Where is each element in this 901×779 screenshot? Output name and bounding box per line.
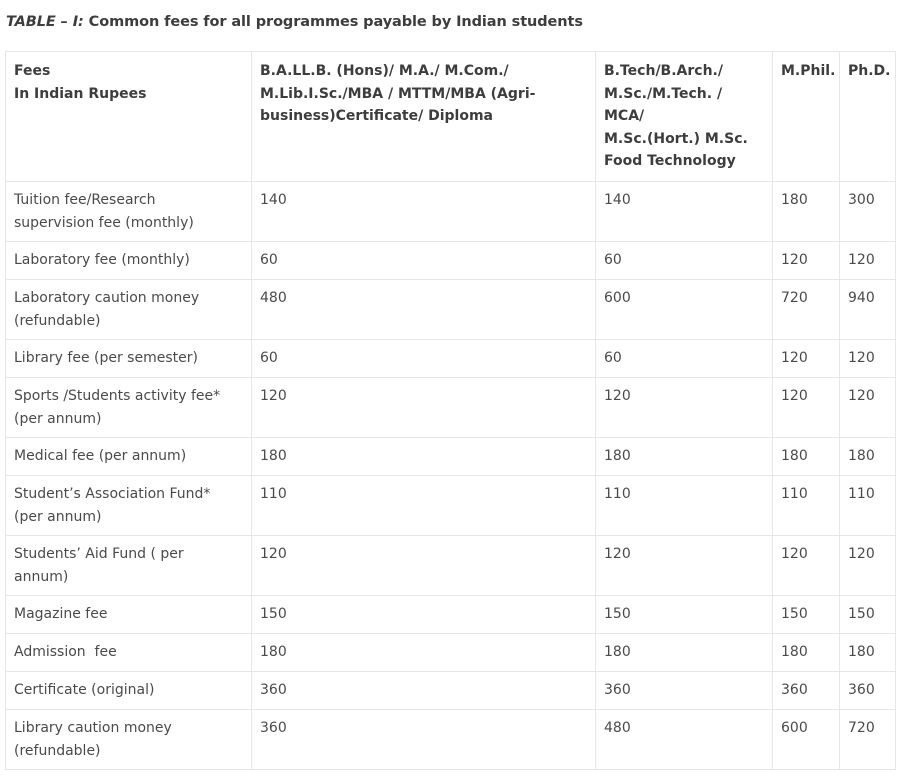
table-row (6, 536, 896, 596)
fee-name-line: (refundable) (14, 742, 101, 759)
fee-value-cell: 60 (596, 242, 773, 280)
fee-name-cell (6, 476, 252, 536)
header-btech-group (596, 52, 773, 182)
header-fees (6, 52, 252, 182)
fee-name-cell: Magazine fee (6, 596, 252, 634)
header-btech-line: M.Sc.(Hort.) M.Sc. (604, 130, 748, 147)
fee-name-cell (6, 710, 252, 770)
header-btech-line: M.Sc./M.Tech. / (604, 85, 723, 102)
table-row (6, 438, 896, 476)
fee-name-line: Tuition fee/Research (14, 192, 156, 208)
header-ba-llb-line: M.Lib.I.Sc./MBA / MTTM/MBA (Agri- (260, 85, 536, 102)
fee-value-cell: 60 (252, 242, 596, 280)
header-fees-line: In Indian Rupees (14, 85, 147, 102)
fee-value-cell: 120 (773, 242, 840, 280)
header-btech-line: MCA/ (604, 108, 645, 124)
fee-name-line: Sports /Students activity fee* (14, 388, 221, 404)
fee-value-cell: 120 (773, 378, 840, 438)
fee-value-cell: 140 (596, 182, 773, 242)
fee-name-line: Students’ Aid Fund ( per (14, 546, 184, 562)
fee-value-cell: 360 (252, 710, 596, 770)
fee-value-cell: 480 (252, 280, 596, 340)
fee-value-cell: 120 (596, 536, 773, 596)
fee-value-cell: 110 (252, 476, 596, 536)
fee-value-cell: 180 (840, 438, 896, 476)
table-caption-text: Common fees for all programmes payable by Indian students (83, 14, 583, 30)
fee-name-line: annum) (14, 568, 69, 585)
fee-value-cell: 180 (596, 634, 773, 672)
fee-value-cell: 120 (252, 536, 596, 596)
fee-name-cell (6, 536, 252, 596)
fee-name-cell (6, 182, 252, 242)
header-btech-line: Food Technology (604, 153, 736, 169)
header-ba-llb-group (252, 52, 596, 182)
fee-value-cell: 180 (596, 438, 773, 476)
header-ba-llb-line: business)Certificate/ Diploma (260, 108, 494, 124)
table-caption-label: TABLE – I: (6, 14, 84, 30)
table-row (6, 182, 896, 242)
table-row (6, 340, 896, 378)
table-row (6, 634, 896, 672)
fee-name-line: Student’s Association Fund* (14, 486, 211, 502)
fee-value-cell: 180 (252, 634, 596, 672)
fee-value-cell: 60 (596, 340, 773, 378)
fee-name-line: (per annum) (14, 508, 102, 525)
fee-value-cell: 300 (840, 182, 896, 242)
header-mphil: M.Phil. (773, 52, 840, 182)
fee-value-cell: 180 (840, 634, 896, 672)
fee-value-cell: 120 (840, 242, 896, 280)
fee-value-cell: 480 (596, 710, 773, 770)
table-row (6, 242, 896, 280)
table-caption (6, 14, 583, 30)
fee-value-cell: 360 (773, 672, 840, 710)
fee-value-cell: 120 (840, 536, 896, 596)
fee-name-cell: Library fee (per semester) (6, 340, 252, 378)
fee-value-cell: 940 (840, 280, 896, 340)
fee-value-cell: 60 (252, 340, 596, 378)
fee-name-cell: Admission fee (6, 634, 252, 672)
fee-value-cell: 110 (840, 476, 896, 536)
fee-name-cell: Certificate (original) (6, 672, 252, 710)
fee-value-cell: 120 (252, 378, 596, 438)
fee-value-cell: 150 (596, 596, 773, 634)
table-row (6, 596, 896, 634)
fee-value-cell: 120 (773, 536, 840, 596)
table-row (6, 710, 896, 770)
fee-value-cell: 720 (840, 710, 896, 770)
fee-value-cell: 120 (596, 378, 773, 438)
fee-value-cell: 360 (252, 672, 596, 710)
fee-value-cell: 720 (773, 280, 840, 340)
fee-value-cell: 180 (252, 438, 596, 476)
fee-value-cell: 600 (773, 710, 840, 770)
header-btech-line: B.Tech/B.Arch./ (604, 63, 723, 79)
fee-name-line: Laboratory caution money (14, 290, 200, 306)
table-header-row (6, 52, 896, 182)
fee-value-cell: 360 (596, 672, 773, 710)
header-fees-line: Fees (14, 63, 51, 79)
fee-value-cell: 140 (252, 182, 596, 242)
fee-value-cell: 150 (252, 596, 596, 634)
fee-name-cell: Medical fee (per annum) (6, 438, 252, 476)
fee-name-line: (refundable) (14, 312, 101, 329)
fee-value-cell: 180 (773, 182, 840, 242)
table-row (6, 378, 896, 438)
fee-value-cell: 180 (773, 438, 840, 476)
table-row (6, 476, 896, 536)
header-ba-llb-line: B.A.LL.B. (Hons)/ M.A./ M.Com./ (260, 63, 509, 79)
fee-value-cell: 110 (596, 476, 773, 536)
fee-value-cell: 150 (840, 596, 896, 634)
fee-value-cell: 110 (773, 476, 840, 536)
header-phd: Ph.D. (840, 52, 896, 182)
fee-value-cell: 360 (840, 672, 896, 710)
fee-value-cell: 120 (840, 378, 896, 438)
fee-value-cell: 120 (773, 340, 840, 378)
fee-value-cell: 120 (840, 340, 896, 378)
table-row (6, 672, 896, 710)
fee-value-cell: 600 (596, 280, 773, 340)
fee-name-cell (6, 280, 252, 340)
fee-name-line: supervision fee (monthly) (14, 214, 194, 231)
fee-name-line: Library caution money (14, 720, 172, 736)
fee-value-cell: 180 (773, 634, 840, 672)
fees-table (5, 51, 896, 770)
fee-name-cell: Laboratory fee (monthly) (6, 242, 252, 280)
fee-name-line: (per annum) (14, 410, 102, 427)
fee-value-cell: 150 (773, 596, 840, 634)
fee-name-cell (6, 378, 252, 438)
table-row (6, 280, 896, 340)
